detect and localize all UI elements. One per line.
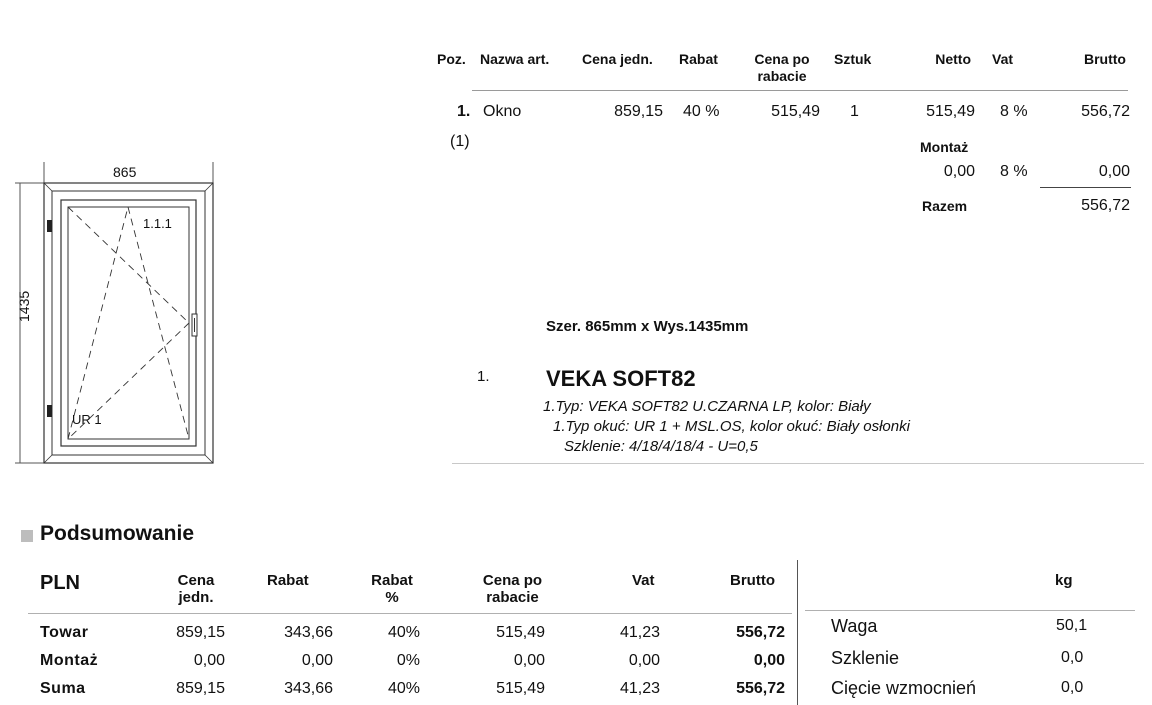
row-brutto: 556,72 [1081,103,1130,120]
summary-header-rabat-pct-line1: Rabat [371,572,413,589]
summary-row-rabat: 0,00 [301,652,333,669]
weights-value: 50,1 [1056,617,1088,634]
summary-header-rabat-pct-line2: % [385,589,399,606]
product-fittings-line: 1.Typ okuć: UR 1 + MSL.OS, kolor okuć: Biały osłonki [553,418,910,435]
product-dimensions: Szer. 865mm x Wys.1435mm [546,318,749,335]
summary-currency: PLN [40,572,80,594]
summary-row-cena: 0,00 [193,652,225,669]
summary-header-cena-line2: jedn. [178,589,214,606]
summary-row-rabat-pct: 40% [387,624,420,641]
width-label: 865 [113,164,137,180]
summary-row-label: Suma [40,680,86,697]
summary-row-rabat-pct: 0% [396,652,420,669]
window-drawing-svg [15,150,230,470]
col-header-netto: Netto [935,51,971,67]
summary-header-cena-po [470,572,555,606]
header-divider [472,90,1128,91]
montaz-label: Montaż [920,139,969,155]
montaz-brutto: 0,00 [1098,163,1130,180]
row-poz: 1. [457,103,471,120]
summary-title: Podsumowanie [40,522,195,545]
col-header-nazwa: Nazwa art. [480,51,550,67]
weights-value: 0,0 [1061,679,1084,696]
summary-row-rabat: 343,66 [284,680,333,697]
section-marker [21,530,33,542]
product-name: VEKA SOFT82 [546,366,696,391]
summary-separator [797,560,798,705]
summary-row-vat: 41,23 [619,680,660,697]
col-header-sztuk: Sztuk [834,51,872,67]
height-label: 1435 [16,290,32,322]
col-header-cena-po-line1: Cena po [754,51,810,67]
summary-row-brutto: 556,72 [736,624,785,641]
summary-row-label: Towar [40,624,89,641]
montaz-netto: 0,00 [943,163,975,180]
summary-row-brutto: 556,72 [736,680,785,697]
summary-row-cena: 859,15 [176,624,225,641]
razem-label: Razem [922,198,968,214]
summary-header-rabat: Rabat [267,572,309,589]
col-header-cena-po-line2: rabacie [757,68,807,84]
summary-row-brutto: 0,00 [753,652,785,669]
summary-header-cena-po-line1: Cena po [482,572,543,589]
col-header-vat: Vat [992,51,1014,67]
summary-header-rabat-pct [362,572,422,606]
weights-label: Waga [831,616,878,636]
summary-header-cena-po-line2: rabacie [486,589,539,606]
col-header-brutto: Brutto [1084,51,1126,67]
row-nazwa: Okno [483,103,522,120]
col-header-cena-po [742,51,822,85]
razem-brutto: 556,72 [1081,197,1130,214]
col-header-cena: Cena jedn. [582,51,653,67]
row-sztuk: 1 [850,103,859,120]
summary-header-brutto: Brutto [730,572,775,589]
row-sub-index: (1) [450,133,470,150]
row-cena: 859,15 [614,103,663,120]
weights-label: Cięcie wzmocnień [831,678,977,698]
row-vat: 8 % [1000,103,1028,120]
sash-label: 1.1.1 [143,216,172,231]
summary-row-vat: 41,23 [619,624,660,641]
col-header-rabat: Rabat [679,51,718,67]
row-netto: 515,49 [926,103,975,120]
razem-divider [1040,187,1131,188]
montaz-vat: 8 % [1000,163,1028,180]
row-rabat: 40 % [683,103,720,120]
summary-row-cena-po: 515,49 [496,624,545,641]
summary-row-cena-po: 0,00 [513,652,545,669]
row-cena-po: 515,49 [771,103,820,120]
weights-unit: kg [1055,572,1073,589]
summary-row-rabat-pct: 40% [387,680,420,697]
summary-row-vat: 0,00 [628,652,660,669]
weights-value: 0,0 [1061,649,1084,666]
weights-divider [805,610,1135,611]
summary-row-cena-po: 515,49 [496,680,545,697]
product-glazing-line: Szklenie: 4/18/4/18/4 - U=0,5 [564,438,758,455]
summary-header-cena-line1: Cena [177,572,215,589]
summary-row-cena: 859,15 [176,680,225,697]
product-divider [452,463,1144,464]
opening-label: UR 1 [72,412,102,427]
summary-header-cena [166,572,226,606]
product-type-line: 1.Typ: VEKA SOFT82 U.CZARNA LP, kolor: Biały [543,398,871,415]
summary-row-rabat: 343,66 [284,624,333,641]
summary-row-label: Montaż [40,652,99,669]
product-index: 1. [477,368,490,385]
summary-header-vat: Vat [632,572,655,589]
col-header-poz: Poz. [437,51,466,67]
weights-label: Szklenie [831,648,900,668]
summary-header-divider [28,613,792,614]
